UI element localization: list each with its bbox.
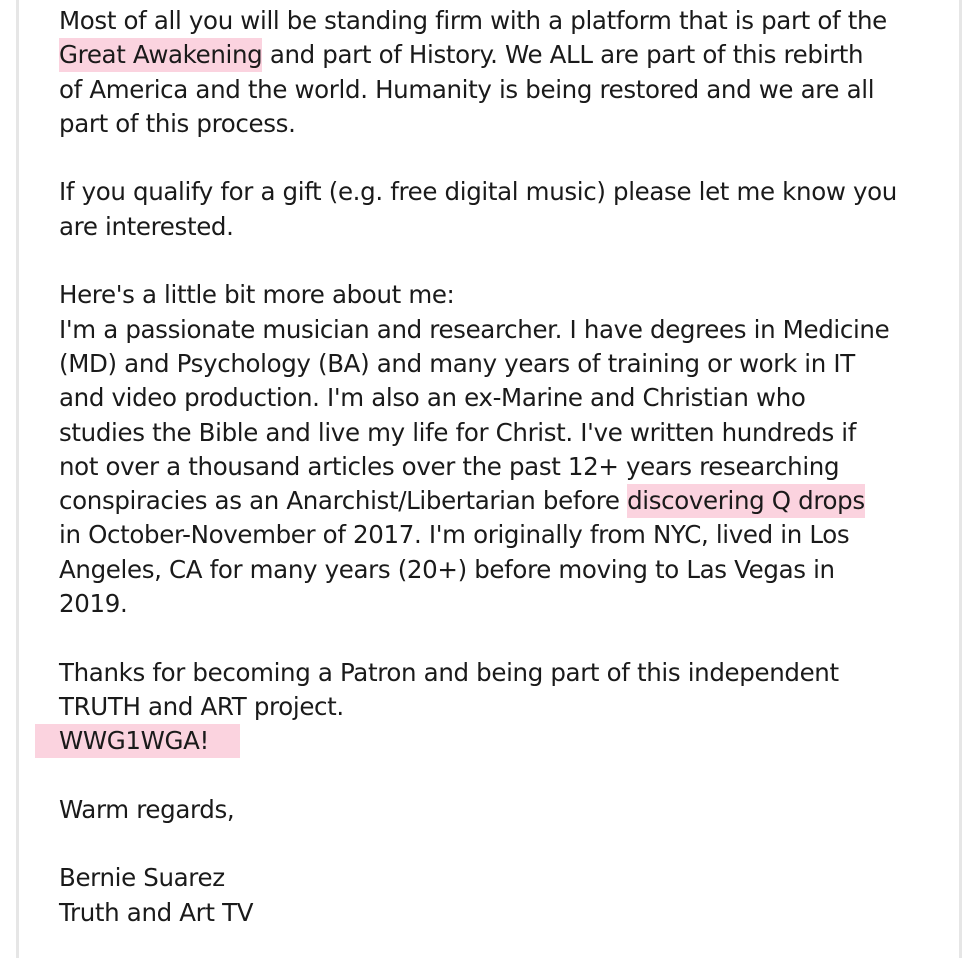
highlight-wwg1wga: WWG1WGA! — [35, 724, 240, 758]
text-segment: conspiracies as an Anarchist/Libertarian before — [59, 486, 628, 516]
text-line: If you qualify for a gift (e.g. free digital music) please let me know you — [59, 177, 897, 207]
text-line: Angeles, CA for many years (20+) before moving to Las Vegas in — [59, 554, 835, 584]
highlight-great-awakening: Great Awakening — [59, 38, 262, 72]
text-line: part of this process. — [59, 108, 296, 138]
text-line: Thanks for becoming a Patron and being part of this independent — [59, 657, 839, 687]
paragraph-gift — [59, 175, 939, 244]
signature-name: Bernie Suarez — [59, 863, 225, 893]
text-line: Here's a little bit more about me: — [59, 280, 455, 310]
text-line: of America and the world. Humanity is being restored and we are all — [59, 74, 875, 104]
text-segment: and part of History. We ALL are part of this rebirth — [262, 40, 864, 70]
text-line: TRUTH and ART project. — [59, 691, 344, 721]
text-line: (MD) and Psychology (BA) and many years of training or work in IT — [59, 348, 855, 378]
left-border — [16, 0, 19, 958]
text-line: are interested. — [59, 211, 234, 241]
highlight-discovering-q-drops: discovering Q drops — [627, 484, 865, 518]
text-line: and video production. I'm also an ex-Marine and Christian who — [59, 383, 806, 413]
signature-org: Truth and Art TV — [59, 897, 254, 927]
text-line: Most of all you will be standing firm with a platform that is part of the — [59, 6, 887, 35]
text-line: in October-November of 2017. I'm originally from NYC, lived in Los — [59, 520, 850, 550]
text-line — [59, 724, 939, 758]
paragraph-about-me — [59, 278, 939, 621]
text-line: Warm regards, — [59, 794, 235, 824]
signature-block — [59, 861, 939, 930]
paragraph-closing — [59, 793, 939, 827]
text-line — [59, 38, 939, 72]
text-line: 2019. — [59, 589, 128, 619]
text-line — [59, 484, 939, 518]
text-line: not over a thousand articles over the past 12+ years researching — [59, 451, 840, 481]
text-line: I'm a passionate musician and researcher. I have degrees in Medicine — [59, 314, 890, 344]
right-border — [959, 0, 962, 958]
text-line: studies the Bible and live my life for Christ. I've written hundreds if — [59, 417, 857, 447]
paragraph-platform — [59, 4, 939, 141]
letter-body — [59, 4, 939, 958]
paragraph-thanks — [59, 656, 939, 759]
